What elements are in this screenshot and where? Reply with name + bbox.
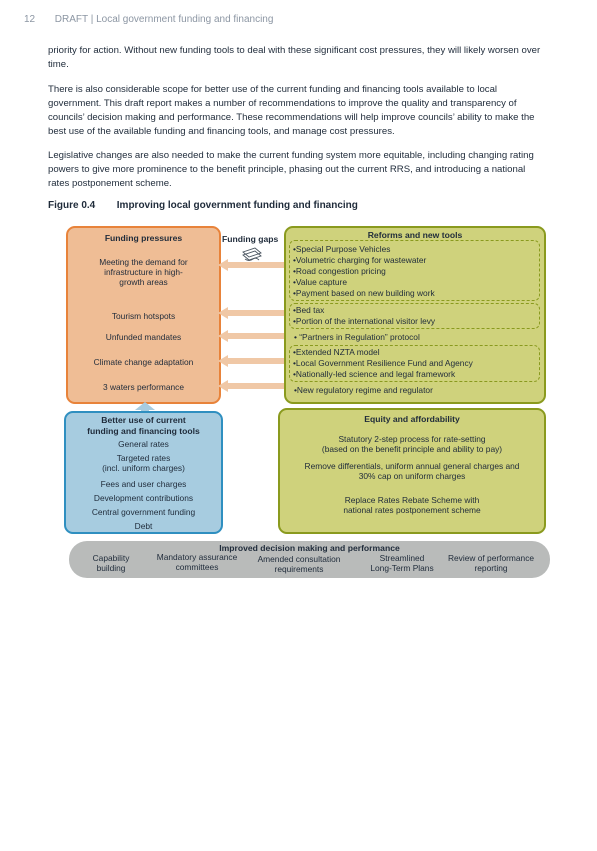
pressure-item-tourism: Tourism hotspots (111, 311, 176, 321)
equity-item: 30% cap on uniform charges (358, 471, 466, 481)
reform-item-partners: • “Partners in Regulation” protocol (294, 332, 420, 342)
improvement-item (357, 553, 447, 573)
reform-item: •Special Purpose Vehicles (293, 244, 391, 254)
reform-item: •Value capture (293, 277, 347, 287)
figure-label: Figure 0.4 (48, 200, 96, 211)
tool-fees: Fees and user charges (100, 479, 187, 489)
paragraph-3: Legislative changes are also needed to make the current funding system more equitable, including changing rating powers to give more prominence to the benefit principle, phasing out the current RRS, and introducing a national rates postponement scheme. (48, 150, 534, 189)
better-use-box (64, 411, 223, 534)
reform-item: •Nationally-led science and legal framework (293, 369, 456, 379)
reform-item: •Volumetric charging for wastewater (293, 255, 427, 265)
improved-decision-bar (69, 541, 550, 578)
reform-item-regulator: •New regulatory regime and regulator (294, 385, 433, 395)
improvement-item (249, 554, 349, 574)
reform-item: •Road congestion pricing (293, 266, 386, 276)
header-title: DRAFT | Local government funding and financing (54, 14, 274, 25)
arrow-climate (218, 355, 286, 367)
reform-group-3 (289, 345, 540, 382)
equity-item: Replace Rates Rebate Scheme with (344, 495, 480, 505)
tool-targeted-rates-note: (incl. uniform charges) (102, 463, 185, 473)
paragraph-1: priority for action. Without new funding tools to deal with these significant cost pressures, they will likely worsen over time. (48, 45, 541, 70)
improvement-line: building (96, 563, 126, 573)
page-header (24, 14, 273, 25)
tool-debt: Debt (134, 521, 153, 531)
reform-item: •Extended NZTA model (293, 347, 380, 357)
improvement-line: committees (175, 562, 219, 572)
tool-central-government: Central government funding (91, 507, 196, 517)
figure-caption: Improving local government funding and financing (116, 200, 358, 211)
improvement-line: Streamlined (379, 553, 425, 563)
figure-title (48, 200, 358, 211)
arrow-tourism (218, 307, 286, 319)
arrow-mandates (218, 330, 286, 342)
equity-item: national rates postponement scheme (343, 505, 481, 515)
reforms-title: Reforms and new tools (367, 230, 463, 240)
funding-gap-arrows (218, 300, 288, 400)
equity-item: Statutory 2-step process for rate-setting (338, 434, 486, 444)
equity-item: (based on the benefit principle and ability to pay) (321, 444, 503, 454)
equity-item: Remove differentials, uniform annual general charges and (304, 461, 520, 471)
improvement-item (439, 553, 543, 573)
tool-general-rates: General rates (118, 439, 169, 449)
funding-pressures-title: Funding pressures (104, 233, 183, 243)
reforms-box (284, 226, 546, 404)
arrow-waters (218, 380, 286, 392)
paragraph-2: There is also considerable scope for better use of the current funding and financing tools available to local government. This draft report makes a number of recommendations to improve the quality and transparency of councils’ decision making and performance. These recommendations will help improve councils’ ability to make the best use of the available funding and financing tools, and manage cost pressures. (48, 84, 535, 137)
funding-pressures-box (66, 226, 221, 404)
pressure-item-climate: Climate change adaptation (93, 357, 194, 367)
pressure-item-waters: 3 waters performance (103, 382, 184, 392)
tool-development-contributions: Development contributions (93, 493, 194, 503)
improvement-line: Amended consultation (257, 554, 341, 564)
improvement-line: requirements (274, 564, 324, 574)
equity-box (278, 408, 546, 534)
improvement-item (81, 553, 141, 573)
improvement-line: Mandatory assurance (156, 552, 238, 562)
reform-item: •Portion of the international visitor levy (293, 316, 436, 326)
pressure-item-growth: Meeting the demand for infrastructure in high-growth areas (99, 257, 188, 287)
improvement-line: reporting (474, 563, 508, 573)
reform-group-1 (289, 240, 540, 301)
improved-title: Improved decision making and performance (219, 543, 400, 553)
improvement-line: Long-Term Plans (370, 563, 434, 573)
tool-targeted-rates: Targeted rates (116, 453, 171, 463)
better-use-title-1: Better use of current (101, 415, 186, 425)
improvement-line: Capability (92, 553, 130, 563)
reform-item: •Local Government Resilience Fund and Agency (293, 358, 473, 368)
pressure-item-mandates: Unfunded mandates (105, 332, 182, 342)
arrow-growth (218, 258, 288, 272)
improvement-line: Review of performance (447, 553, 535, 563)
reform-item: •Bed tax (293, 305, 325, 315)
funding-gaps-label: Funding gaps (222, 234, 279, 244)
improvement-item (149, 552, 245, 572)
equity-title: Equity and affordability (364, 414, 460, 424)
better-use-title-2: funding and financing tools (87, 426, 200, 436)
reform-item: •Payment based on new building work (293, 288, 435, 298)
page-number: 12 (24, 14, 36, 25)
reform-group-2 (289, 303, 540, 329)
